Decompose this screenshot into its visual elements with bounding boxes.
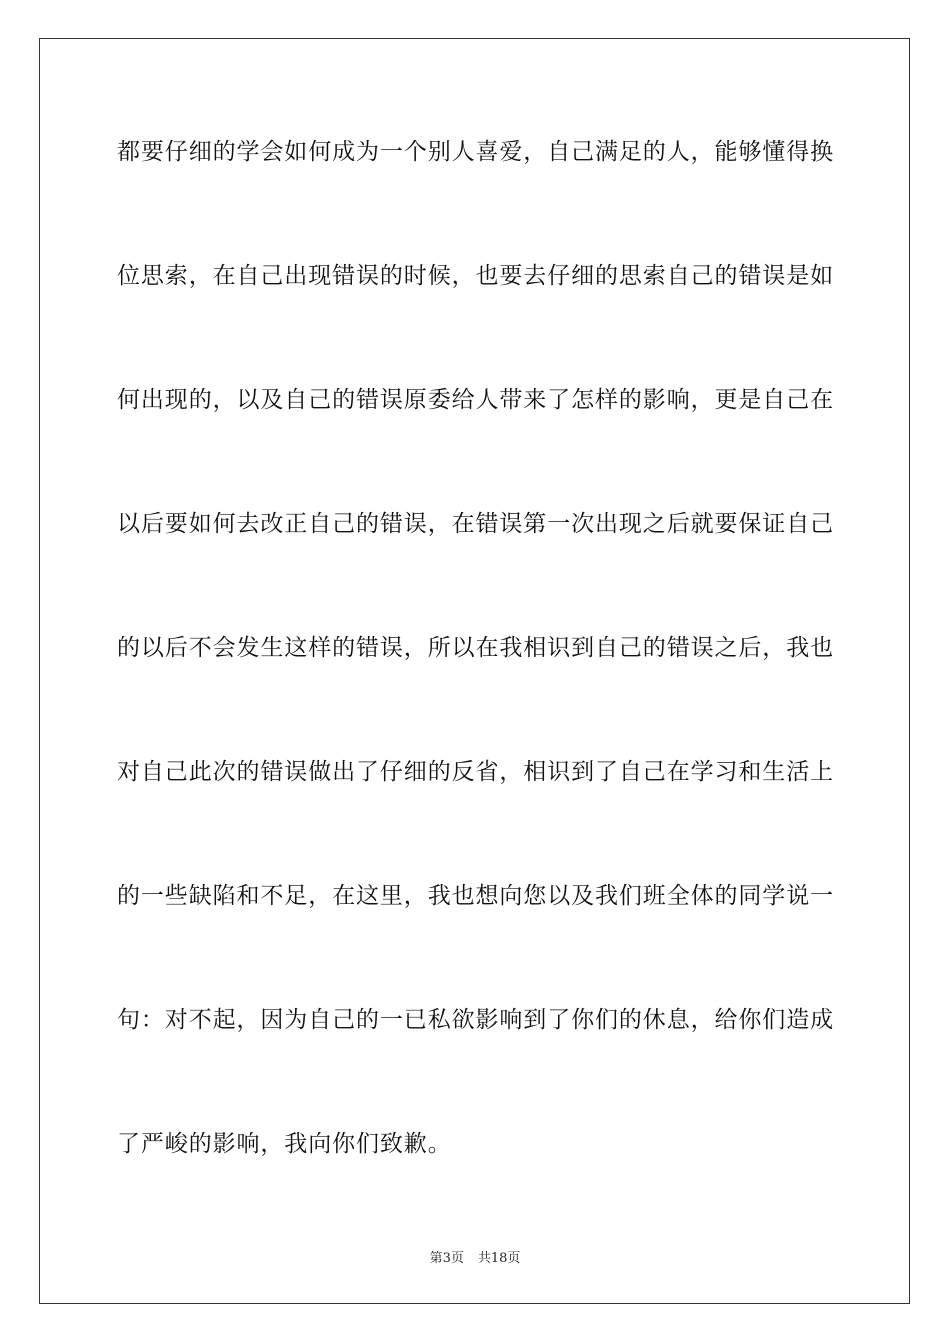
paragraph-line: 何出现的，以及自己的错误原委给人带来了怎样的影响，更是自己在 <box>117 387 834 413</box>
paragraph-line: 位思索，在自己出现错误的时候，也要去仔细的思索自己的错误是如 <box>117 263 834 289</box>
page-footer <box>0 1247 950 1266</box>
paragraph-line: 了严峻的影响，我向你们致歉。 <box>117 1131 452 1157</box>
page-number: 第3页 <box>429 1251 464 1266</box>
paragraph-line: 的一些缺陷和不足，在这里，我也想向您以及我们班全体的同学说一 <box>117 883 834 909</box>
page-border <box>39 38 910 1304</box>
page-total: 共18页 <box>477 1251 521 1266</box>
paragraph-line: 对自己此次的错误做出了仔细的反省，相识到了自己在学习和生活上 <box>117 759 834 785</box>
paragraph-line: 句：对不起，因为自己的一已私欲影响到了你们的休息，给你们造成 <box>117 1007 834 1033</box>
paragraph-line: 的以后不会发生这样的错误，所以在我相识到自己的错误之后，我也 <box>117 635 834 661</box>
paragraph-line: 都要仔细的学会如何成为一个别人喜爱，自己满足的人，能够懂得换 <box>117 139 834 165</box>
paragraph-line: 以后要如何去改正自己的错误，在错误第一次出现之后就要保证自己 <box>117 511 834 537</box>
